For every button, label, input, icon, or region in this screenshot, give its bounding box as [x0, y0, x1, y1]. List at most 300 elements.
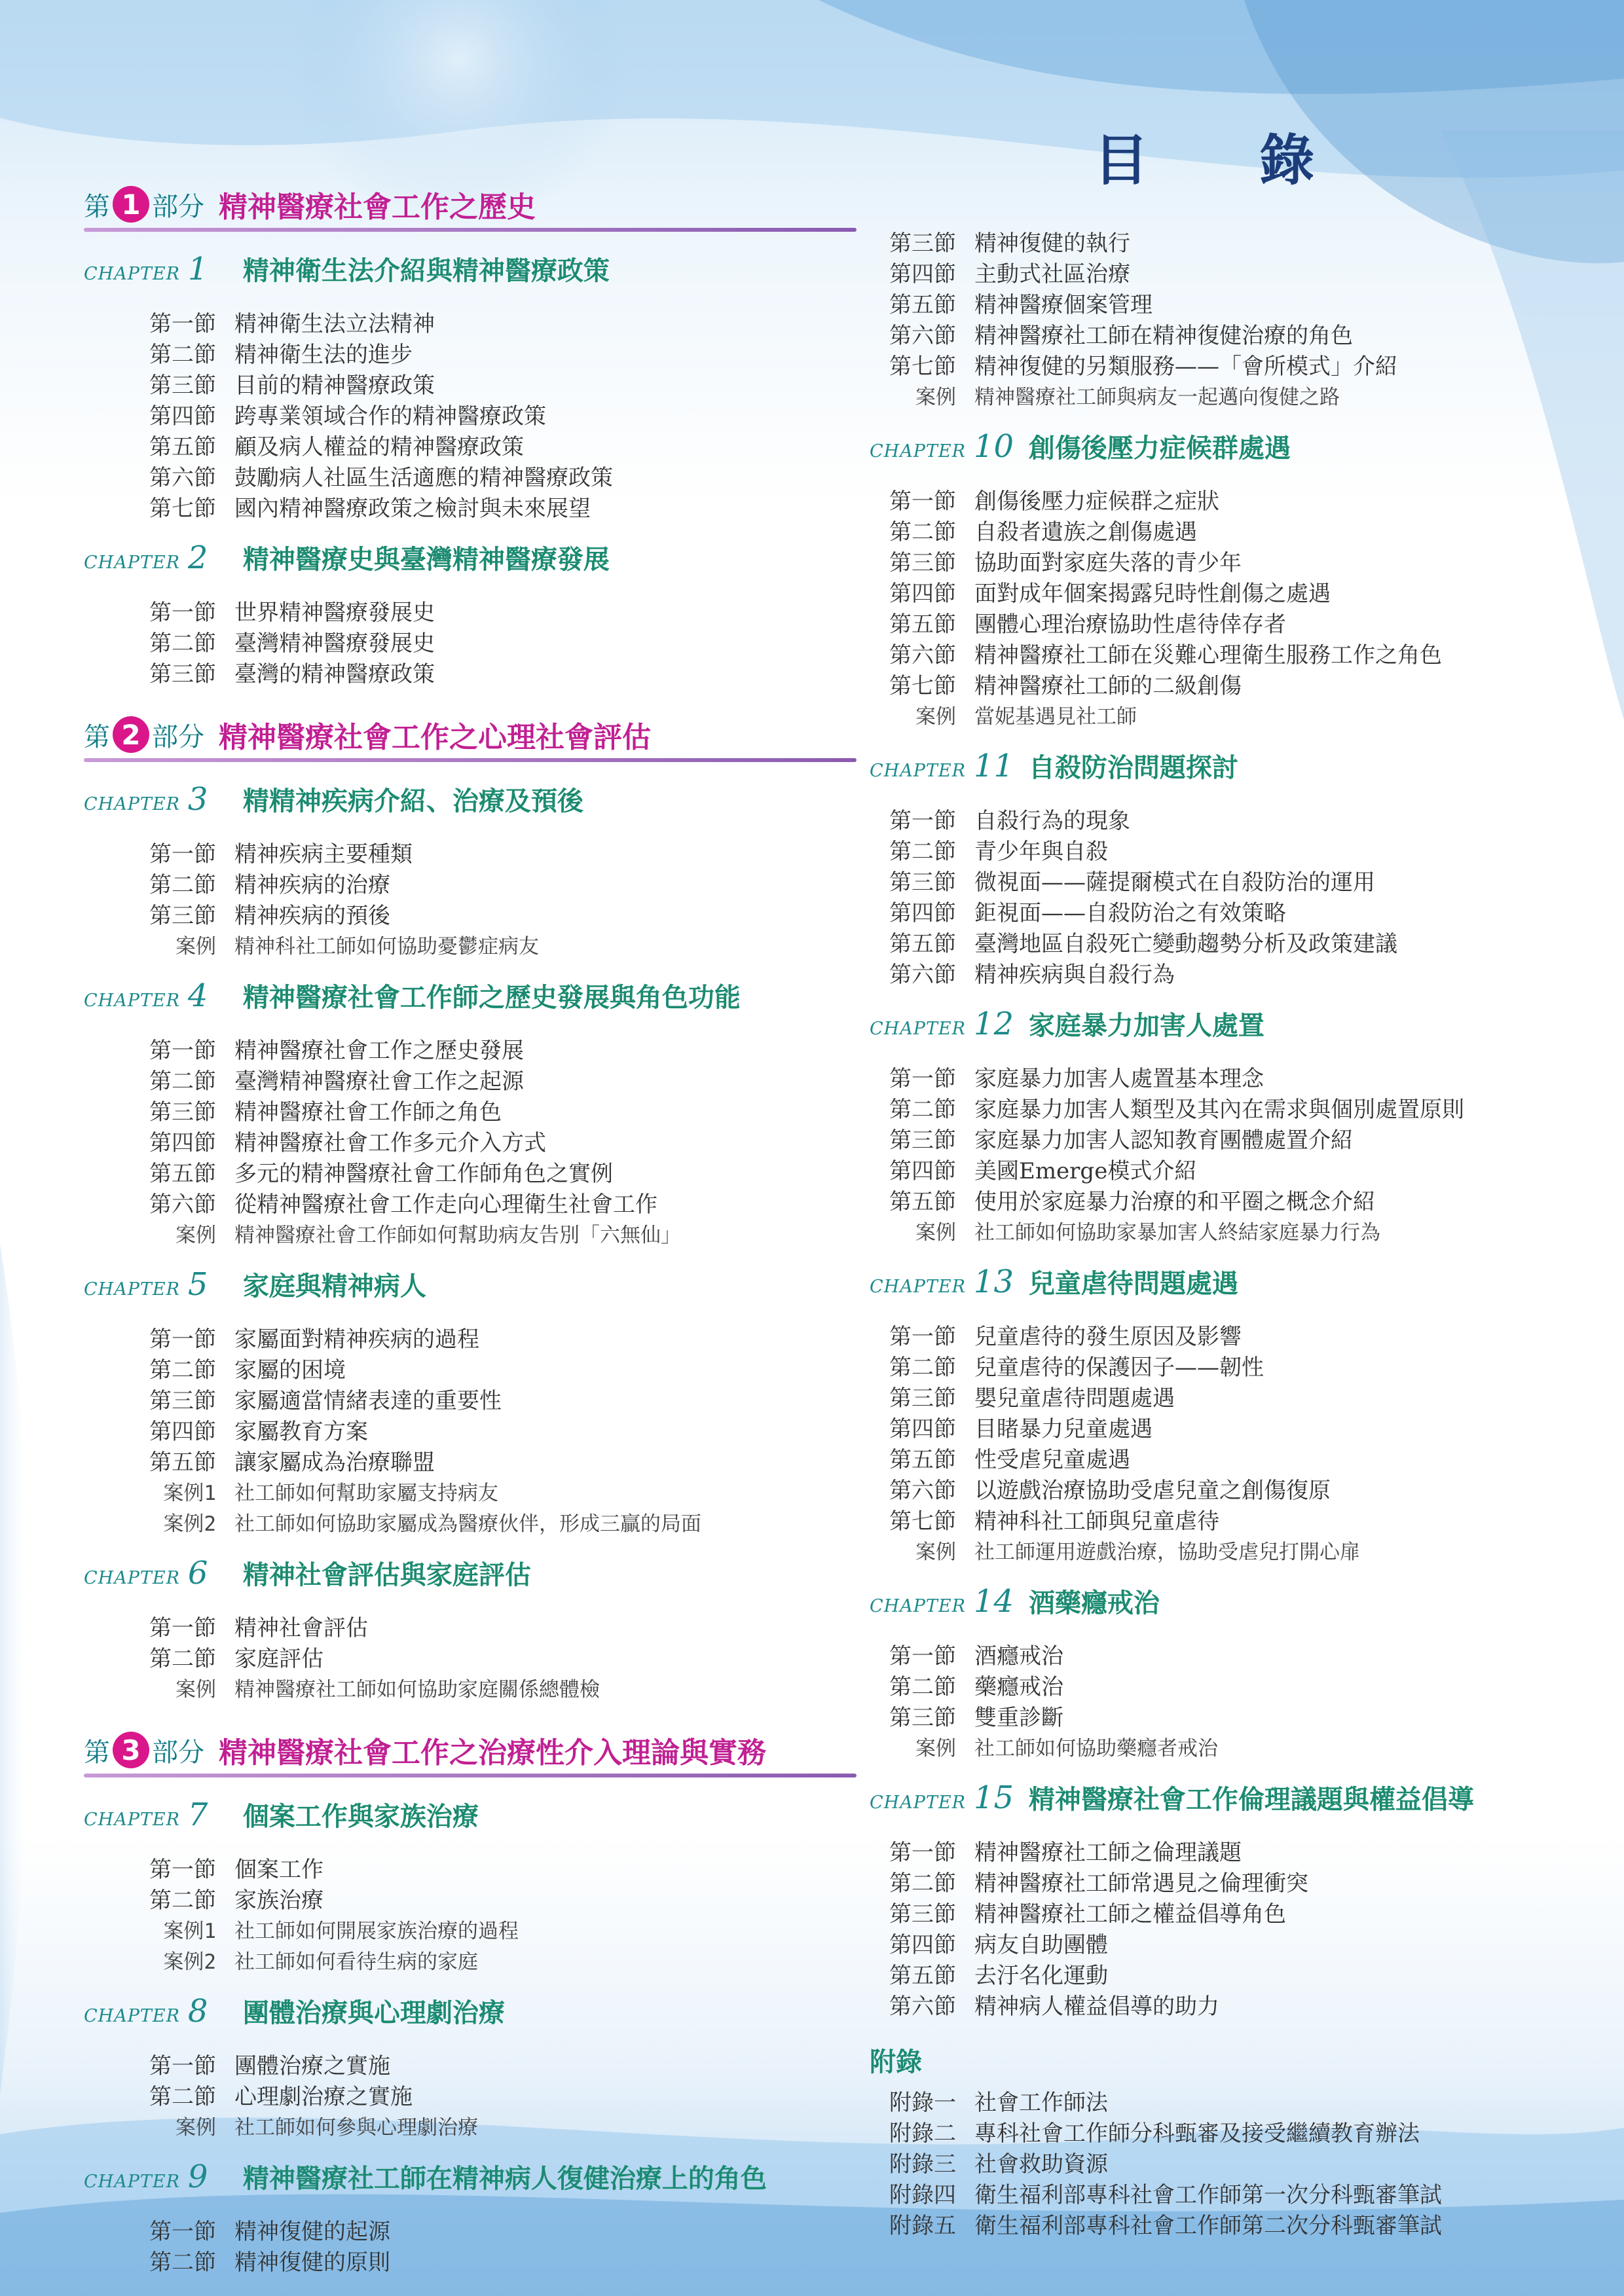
chapter-heading[interactable]	[84, 977, 857, 1028]
chapter-number: 8	[187, 1993, 208, 2030]
section-label: 第四節	[889, 900, 956, 926]
section-entry[interactable]	[870, 545, 1610, 576]
section-entry[interactable]	[870, 1123, 1610, 1154]
section-label: 第四節	[889, 1416, 956, 1442]
section-title: 自殺行為的現象	[974, 808, 1130, 834]
part-title: 精神醫療社會工作之歷史	[219, 191, 536, 224]
section-entry[interactable]	[84, 1611, 857, 1641]
part-heading[interactable]	[84, 707, 857, 762]
section-entry[interactable]	[84, 429, 857, 460]
section-title: 兒童虐待的發生原因及影響	[974, 1324, 1242, 1350]
section-label: 第二節	[149, 872, 216, 898]
toc-left-column	[84, 177, 857, 2293]
section-title: 精神復健的起源	[234, 2219, 390, 2245]
section-title: 精神醫療社工師常遇見之倫理衝突	[974, 1870, 1308, 1897]
part-heading[interactable]	[84, 1722, 857, 1777]
section-entry[interactable]	[870, 484, 1610, 515]
part-suffix: 部分	[152, 191, 204, 222]
case-entry[interactable]	[870, 1731, 1610, 1762]
section-label: 第四節	[889, 1158, 956, 1184]
section-title: 以遊戲治療協助受虐兒童之創傷復原	[974, 1478, 1331, 1504]
part-suffix: 部分	[152, 721, 204, 752]
section-title: 社工師運用遊戲治療，協助受虐兒打開心扉	[974, 1540, 1360, 1564]
case-entry[interactable]	[84, 929, 857, 960]
section-entry[interactable]	[870, 1866, 1610, 1897]
section-title: 社會工作師法	[974, 2090, 1108, 2116]
section-entry[interactable]	[870, 1154, 1610, 1184]
section-title: 跨專業領域合作的精神醫療政策	[234, 403, 546, 429]
chapter-number: 15	[973, 1779, 1014, 1816]
chapter-number: 14	[973, 1583, 1014, 1620]
section-title: 精神醫療社會工作師之角色	[234, 1099, 502, 1125]
chapter-block	[870, 1005, 1610, 1246]
chapter-heading[interactable]	[870, 1779, 1610, 1830]
section-title: 使用於家庭暴力治療的和平圈之概念介紹	[974, 1189, 1375, 1215]
chapter-block	[84, 977, 857, 1248]
section-label: 附錄三	[889, 2151, 956, 2178]
section-entry[interactable]	[870, 257, 1610, 287]
chapter-heading[interactable]	[870, 747, 1610, 798]
section-label: 第二節	[889, 1097, 956, 1123]
section-label: 案例	[915, 1540, 956, 1564]
section-title: 從精神醫療社會工作走向心理衛生社會工作	[234, 1192, 657, 1218]
section-entry[interactable]	[84, 1883, 857, 1914]
chapter-number: 3	[187, 781, 208, 818]
section-title: 目前的精神醫療政策	[234, 373, 435, 399]
section-label: 第六節	[149, 1192, 216, 1218]
section-title: 精神醫療社工師之倫理議題	[974, 1840, 1242, 1866]
section-label: 第一節	[889, 1840, 956, 1866]
part-number-badge: 3	[113, 1732, 149, 1768]
section-title: 家屬教育方案	[234, 1419, 368, 1445]
section-title: 家族治療	[234, 1887, 323, 1914]
chapter-heading[interactable]	[870, 1582, 1610, 1633]
section-title: 國內精神醫療政策之檢討與未來展望	[234, 496, 591, 522]
section-label: 第四節	[149, 1130, 216, 1156]
section-label: 第五節	[889, 1189, 956, 1215]
section-title: 家屬的困境	[234, 1357, 346, 1383]
section-label: 第二節	[889, 519, 956, 545]
section-title: 美國Emerge模式介紹	[974, 1158, 1197, 1184]
section-title: 精神醫療個案管理	[974, 292, 1153, 318]
section-entry[interactable]	[84, 2214, 857, 2245]
chapter-label: CHAPTER	[870, 441, 966, 462]
chapter-label: CHAPTER	[870, 761, 966, 781]
chapter-title: 精神醫療史與臺灣精神醫療發展	[242, 545, 610, 575]
section-title: 精神科社工師與兒童虐待	[974, 1508, 1219, 1535]
section-entry[interactable]	[84, 1095, 857, 1125]
section-label: 第一節	[149, 1857, 216, 1883]
section-title: 家庭評估	[234, 1646, 323, 1672]
case-entry[interactable]	[84, 1944, 857, 1975]
part-heading[interactable]	[84, 177, 857, 232]
section-label: 案例2	[163, 1950, 216, 1974]
section-title: 心理劇治療之實施	[234, 2084, 413, 2110]
section-label: 第六節	[889, 642, 956, 668]
section-title: 精神醫療社會工作師如何幫助病友告別「六無仙」	[234, 1224, 681, 1247]
section-title: 主動式社區治療	[974, 261, 1130, 287]
section-title: 個案工作	[234, 1857, 323, 1883]
section-label: 第三節	[889, 230, 956, 257]
section-title: 目睹暴力兒童處遇	[974, 1416, 1153, 1442]
section-entry[interactable]	[870, 1319, 1610, 1350]
section-title: 精神衛生法的進步	[234, 342, 413, 368]
section-entry[interactable]	[870, 2085, 1610, 2116]
chapter-number: 13	[973, 1264, 1014, 1300]
section-label: 第三節	[149, 1388, 216, 1414]
section-title: 自殺者遺族之創傷處遇	[974, 519, 1197, 545]
part-number-badge: 1	[113, 186, 149, 223]
section-label: 案例1	[163, 1920, 216, 1943]
section-title: 面對成年個案揭露兒時性創傷之處遇	[974, 581, 1331, 607]
section-entry[interactable]	[870, 1989, 1610, 2020]
section-label: 第五節	[149, 1449, 216, 1476]
section-label: 第三節	[889, 1705, 956, 1731]
section-label: 第二節	[149, 1887, 216, 1914]
section-title: 當妮基遇見社工師	[974, 705, 1137, 729]
section-entry[interactable]	[84, 1852, 857, 1883]
section-label: 第四節	[889, 1932, 956, 1958]
section-entry[interactable]	[870, 803, 1610, 834]
section-entry[interactable]	[84, 2049, 857, 2079]
section-entry[interactable]	[84, 1383, 857, 1414]
section-label: 第三節	[889, 1901, 956, 1927]
chapter-number: 11	[973, 748, 1014, 784]
section-title: 家庭暴力加害人類型及其內在需求與個別處置原則	[974, 1097, 1464, 1123]
section-entry[interactable]	[84, 1187, 857, 1218]
chapter-heading[interactable]	[84, 1554, 857, 1605]
section-entry[interactable]	[870, 926, 1610, 957]
section-entry[interactable]	[870, 865, 1610, 896]
chapter-block	[84, 2158, 857, 2276]
section-label: 第五節	[149, 434, 216, 460]
section-entry[interactable]	[84, 460, 857, 491]
section-title: 社工師如何看待生病的家庭	[234, 1950, 478, 1974]
chapter-label: CHAPTER	[84, 264, 180, 284]
section-entry[interactable]	[870, 1504, 1610, 1535]
chapter-heading[interactable]	[84, 1266, 857, 1317]
chapter-block	[84, 1554, 857, 1703]
section-label: 第二節	[889, 1355, 956, 1381]
section-entry[interactable]	[84, 1322, 857, 1353]
chapter-block	[84, 539, 857, 687]
section-entry[interactable]	[84, 2245, 857, 2276]
section-title: 團體心理治療協助性虐待倖存者	[974, 611, 1286, 638]
case-entry[interactable]	[84, 1476, 857, 1506]
chapter-block	[84, 1266, 857, 1537]
chapter-title: 精神醫療社工師在精神病人復健治療上的角色	[242, 2164, 767, 2194]
part-suffix: 部分	[152, 1737, 204, 1768]
section-entry[interactable]	[870, 318, 1610, 349]
section-title: 精神社會評估	[234, 1615, 368, 1641]
section-label: 第二節	[149, 630, 216, 657]
section-entry[interactable]	[870, 349, 1610, 380]
part-prefix: 第	[84, 721, 110, 752]
section-label: 第三節	[149, 373, 216, 399]
chapter-heading[interactable]	[84, 539, 857, 590]
section-title: 社會救助資源	[974, 2151, 1108, 2178]
case-entry[interactable]	[84, 1914, 857, 1944]
section-label: 第二節	[149, 1357, 216, 1383]
chapter-continued-block	[870, 226, 1610, 410]
chapter-heading[interactable]	[84, 250, 857, 301]
chapter-heading[interactable]	[84, 780, 857, 831]
chapter-title: 酒藥癮戒治	[1028, 1588, 1160, 1618]
section-entry[interactable]	[870, 1897, 1610, 1927]
section-entry[interactable]	[84, 368, 857, 399]
part-title: 精神醫療社會工作之治療性介入理論與實務	[219, 1736, 766, 1770]
section-label: 第六節	[889, 962, 956, 988]
chapter-label: CHAPTER	[870, 1793, 966, 1813]
section-entry[interactable]	[870, 287, 1610, 318]
case-entry[interactable]	[84, 2110, 857, 2141]
section-title: 社工師如何開展家族治療的過程	[234, 1920, 519, 1943]
section-entry[interactable]	[84, 1064, 857, 1095]
section-entry[interactable]	[84, 837, 857, 867]
section-title: 團體治療之實施	[234, 2053, 390, 2079]
chapter-block	[870, 1263, 1610, 1565]
chapter-title: 精神醫療社會工作師之歷史發展與角色功能	[242, 983, 741, 1013]
section-entry[interactable]	[870, 896, 1610, 926]
section-label: 第二節	[149, 2084, 216, 2110]
section-title: 世界精神醫療發展史	[234, 600, 435, 626]
chapter-number: 9	[187, 2159, 208, 2195]
section-entry[interactable]	[870, 834, 1610, 865]
section-entry[interactable]	[84, 337, 857, 368]
section-label: 附錄四	[889, 2182, 956, 2208]
section-title: 精神復健的原則	[234, 2250, 390, 2276]
section-entry[interactable]	[870, 1442, 1610, 1473]
section-entry[interactable]	[84, 491, 857, 522]
section-entry[interactable]	[84, 595, 857, 626]
section-entry[interactable]	[870, 2208, 1610, 2239]
section-entry[interactable]	[84, 399, 857, 429]
section-label: 第四節	[889, 261, 956, 287]
section-entry[interactable]	[870, 1473, 1610, 1504]
chapter-block	[870, 747, 1610, 988]
section-entry[interactable]	[870, 2147, 1610, 2178]
section-entry[interactable]	[870, 1350, 1610, 1381]
section-entry[interactable]	[870, 1700, 1610, 1731]
chapter-title: 自殺防治問題探討	[1028, 753, 1238, 783]
section-title: 精神醫療社工師在精神復健治療的角色	[974, 323, 1353, 349]
section-entry[interactable]	[84, 1156, 857, 1187]
section-label: 第五節	[889, 1963, 956, 1989]
section-title: 藥癮戒治	[974, 1674, 1063, 1700]
case-entry[interactable]	[870, 699, 1610, 730]
section-title: 精神疾病主要種類	[234, 841, 413, 867]
section-entry[interactable]	[870, 1927, 1610, 1958]
chapter-label: CHAPTER	[84, 794, 180, 814]
section-label: 第一節	[149, 1326, 216, 1353]
case-entry[interactable]	[84, 1218, 857, 1248]
chapter-heading[interactable]	[870, 1005, 1610, 1056]
section-title: 精神疾病的治療	[234, 872, 390, 898]
chapter-title: 精神衛生法介紹與精神醫療政策	[242, 256, 610, 286]
section-label: 第四節	[149, 1419, 216, 1445]
section-label: 案例	[915, 705, 956, 729]
section-title: 精神衛生法立法精神	[234, 311, 435, 337]
chapter-number: 1	[187, 251, 208, 287]
section-label: 第二節	[889, 839, 956, 865]
part-title: 精神醫療社會工作之心理社會評估	[219, 721, 651, 754]
section-entry[interactable]	[84, 626, 857, 657]
section-label: 第一節	[149, 1038, 216, 1064]
chapter-heading[interactable]	[84, 1796, 857, 1847]
chapter-heading[interactable]	[84, 1992, 857, 2043]
chapter-label: CHAPTER	[870, 1596, 966, 1616]
section-title: 社工師如何協助藥癮者戒治	[974, 1737, 1218, 1760]
chapter-title: 兒童虐待問題處遇	[1028, 1269, 1238, 1299]
case-entry[interactable]	[870, 1215, 1610, 1246]
section-entry[interactable]	[870, 1412, 1610, 1442]
section-title: 社工師如何參與心理劇治療	[234, 2116, 478, 2140]
section-title: 精神醫療社工師與病友一起邁向復健之路	[974, 386, 1340, 409]
section-entry[interactable]	[870, 668, 1610, 699]
chapter-label: CHAPTER	[870, 1277, 966, 1297]
chapter-label: CHAPTER	[84, 2172, 180, 2192]
section-entry[interactable]	[84, 1353, 857, 1383]
section-title: 社工師如何協助家暴加害人終結家庭暴力行為	[974, 1221, 1380, 1245]
section-entry[interactable]	[84, 867, 857, 898]
section-label: 第六節	[889, 323, 956, 349]
chapter-title: 團體治療與心理劇治療	[242, 1998, 505, 2028]
section-title: 精神醫療社會工作之歷史發展	[234, 1038, 524, 1064]
chapter-heading[interactable]	[870, 428, 1610, 479]
section-entry[interactable]	[870, 1958, 1610, 1989]
section-label: 第三節	[889, 869, 956, 896]
section-entry[interactable]	[84, 1641, 857, 1672]
section-label: 第一節	[149, 2219, 216, 2245]
section-label: 第五節	[149, 1161, 216, 1187]
section-title: 家庭暴力加害人處置基本理念	[974, 1066, 1264, 1092]
section-label: 第二節	[149, 342, 216, 368]
section-title: 精神醫療社工師之權益倡導角色	[974, 1901, 1286, 1927]
section-label: 第六節	[149, 465, 216, 491]
section-entry[interactable]	[84, 2079, 857, 2110]
section-title: 讓家屬成為治療聯盟	[234, 1449, 435, 1476]
case-entry[interactable]	[870, 1535, 1610, 1565]
section-title: 臺灣地區自殺死亡變動趨勢分析及政策建議	[974, 931, 1397, 957]
appendix-heading[interactable]: 附錄	[870, 2047, 922, 2077]
chapter-block	[84, 1796, 857, 1975]
section-label: 第一節	[889, 808, 956, 834]
section-entry[interactable]	[870, 1669, 1610, 1700]
case-entry[interactable]	[84, 1506, 857, 1537]
section-title: 精神醫療社工師的二級創傷	[974, 673, 1242, 699]
section-label: 第五節	[889, 1447, 956, 1473]
section-entry[interactable]	[870, 515, 1610, 545]
section-entry[interactable]	[870, 607, 1610, 638]
section-label: 案例2	[163, 1512, 216, 1536]
section-title: 家庭暴力加害人認知教育團體處置介紹	[974, 1127, 1353, 1154]
section-entry[interactable]	[870, 2116, 1610, 2147]
section-label: 第一節	[149, 1615, 216, 1641]
part-prefix: 第	[84, 1737, 110, 1768]
section-entry[interactable]	[870, 226, 1610, 257]
section-label: 第三節	[889, 550, 956, 576]
chapter-title: 精神社會評估與家庭評估	[242, 1560, 531, 1590]
section-label: 第五節	[889, 292, 956, 318]
section-title: 衛生福利部專科社會工作師第二次分科甄審筆試	[974, 2213, 1442, 2239]
case-entry[interactable]	[870, 380, 1610, 410]
section-label: 第二節	[149, 2250, 216, 2276]
section-label: 第三節	[149, 661, 216, 687]
section-label: 第一節	[149, 311, 216, 337]
section-label: 第二節	[149, 1068, 216, 1095]
section-label: 第一節	[149, 2053, 216, 2079]
part-prefix: 第	[84, 191, 110, 222]
section-entry[interactable]	[870, 1835, 1610, 1866]
section-label: 第一節	[889, 1324, 956, 1350]
section-entry[interactable]	[84, 657, 857, 687]
section-entry[interactable]	[84, 898, 857, 929]
section-title: 家屬適當情緒表達的重要性	[234, 1388, 502, 1414]
section-title: 兒童虐待的保護因子——韌性	[974, 1355, 1264, 1381]
section-title: 臺灣精神醫療發展史	[234, 630, 435, 657]
section-title: 顧及病人權益的精神醫療政策	[234, 434, 524, 460]
section-title: 家屬面對精神疾病的過程	[234, 1326, 479, 1353]
section-entry[interactable]	[870, 576, 1610, 607]
section-entry[interactable]	[870, 1639, 1610, 1669]
section-label: 第五節	[889, 931, 956, 957]
section-label: 第一節	[149, 841, 216, 867]
chapter-number: 10	[973, 428, 1014, 465]
section-entry[interactable]	[870, 1381, 1610, 1412]
section-entry[interactable]	[870, 1184, 1610, 1215]
section-title: 精神復健的另類服務——「會所模式」介紹	[974, 354, 1397, 380]
section-title: 社工師如何協助家屬成為醫療伙伴，形成三贏的局面	[234, 1512, 701, 1536]
chapter-heading[interactable]	[870, 1263, 1610, 1314]
appendix-block	[870, 2037, 1610, 2239]
section-label: 第四節	[889, 581, 956, 607]
section-entry[interactable]	[84, 1445, 857, 1476]
section-entry[interactable]	[84, 306, 857, 337]
chapter-title: 家庭暴力加害人處置	[1028, 1011, 1264, 1041]
section-entry[interactable]	[870, 638, 1610, 668]
section-title: 精神醫療社工師如何協助家庭關係總體檢	[234, 1678, 600, 1702]
section-entry[interactable]	[84, 1125, 857, 1156]
section-label: 第六節	[889, 1478, 956, 1504]
chapter-label: CHAPTER	[84, 1279, 180, 1300]
section-entry[interactable]	[84, 1414, 857, 1445]
section-title: 多元的精神醫療社會工作師角色之實例	[234, 1161, 613, 1187]
section-label: 案例	[175, 2116, 216, 2140]
chapter-label: CHAPTER	[84, 2006, 180, 2026]
section-label: 第三節	[149, 903, 216, 929]
section-entry[interactable]	[870, 1092, 1610, 1123]
section-entry[interactable]	[84, 1033, 857, 1064]
chapter-number: 4	[187, 977, 208, 1014]
case-entry[interactable]	[84, 1672, 857, 1703]
chapter-label: CHAPTER	[84, 1810, 180, 1830]
chapter-block	[84, 1992, 857, 2141]
section-label: 附錄五	[889, 2213, 956, 2239]
section-label: 第三節	[149, 1099, 216, 1125]
section-entry[interactable]	[870, 2178, 1610, 2208]
section-title: 微視面——薩提爾模式在自殺防治的運用	[974, 869, 1375, 896]
chapter-title: 精精神疾病介紹、治療及預後	[242, 786, 583, 816]
section-entry[interactable]	[870, 1061, 1610, 1092]
chapter-heading[interactable]	[84, 2158, 857, 2209]
section-label: 第五節	[889, 611, 956, 638]
chapter-label: CHAPTER	[84, 991, 180, 1011]
section-entry[interactable]	[870, 957, 1610, 988]
section-title: 精神復健的執行	[974, 230, 1130, 257]
section-title: 性受虐兒童處遇	[974, 1447, 1130, 1473]
section-label: 案例1	[163, 1482, 216, 1505]
section-title: 精神科社工師如何協助憂鬱症病友	[234, 935, 539, 958]
